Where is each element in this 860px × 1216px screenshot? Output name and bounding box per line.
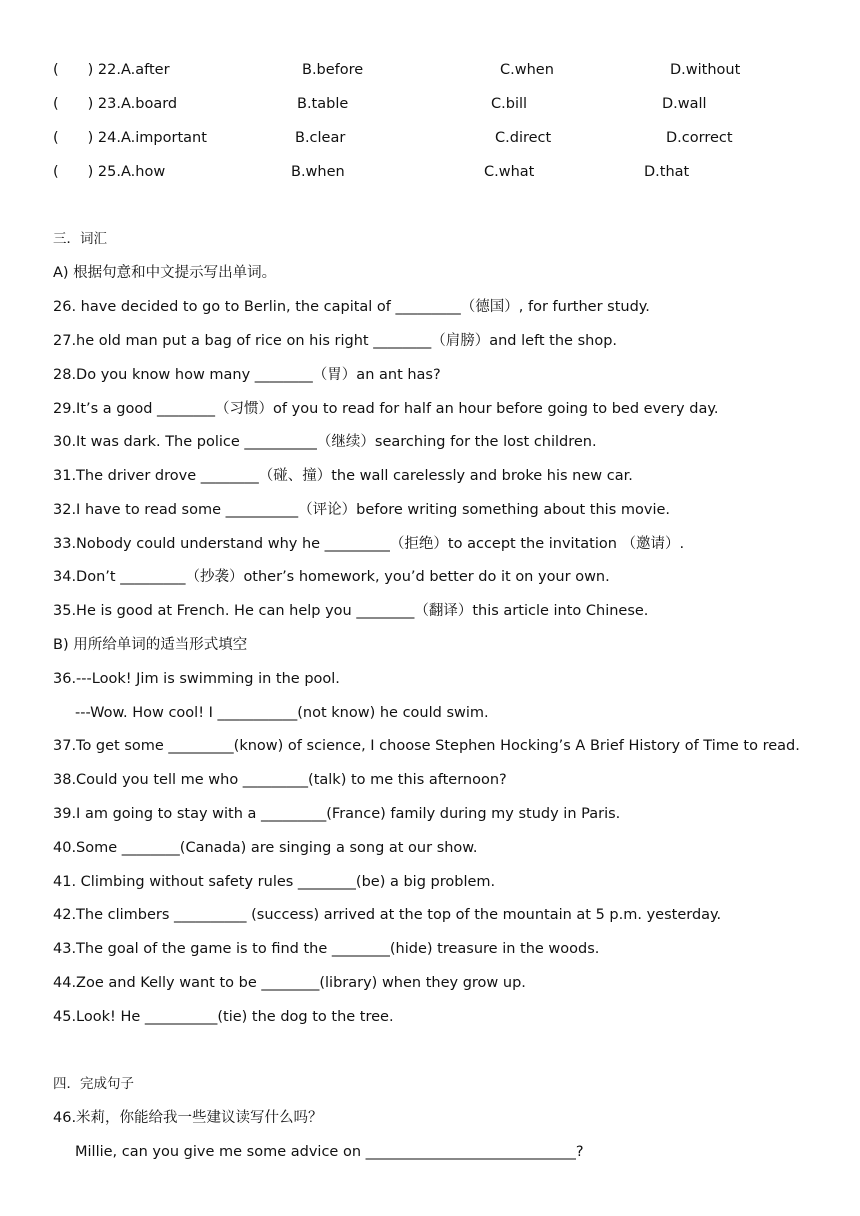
mc-question: ( ) 22.A.after (53, 62, 170, 78)
vocab-item: 30.It was dark. The police __________（继续）searching for the lost children. (53, 434, 597, 450)
fill-item: 41. Climbing without safety rules ________(be) a big problem. (53, 874, 496, 890)
vocab-item: 28.Do you know how many ________（胃）an ant has? (53, 367, 441, 383)
vocab-item: 26. have decided to go to Berlin, the capital of _________（德国）, for further study. (53, 299, 650, 315)
fill-item: 40.Some ________(Canada) are singing a song at our show. (53, 840, 478, 856)
mc-option-c: C.when (500, 62, 554, 78)
mc-question: ( ) 23.A.board (53, 96, 178, 112)
fill-item: 43.The goal of the game is to find the ________(hide) treasure in the woods. (53, 941, 600, 957)
fill-item: 45.Look! He __________(tie) the dog to the tree. (53, 1009, 394, 1025)
vocab-item: 27.he old man put a bag of rice on his right ________（肩膀）and left the shop. (53, 333, 618, 349)
section-title: 四．完成句子 (53, 1076, 134, 1092)
mc-option-c: C.what (484, 164, 535, 180)
sentence-item-answer: Millie, can you give me some advice on _____________________________? (75, 1144, 584, 1160)
fill-item-reply: ---Wow. How cool! I ___________(not know) he could swim. (75, 705, 489, 721)
vocab-item: 34.Don’t _________（抄袭）other’s homework, you’d better do it on your own. (53, 569, 610, 585)
mc-option-b: B.table (297, 96, 349, 112)
fill-item: 42.The climbers __________ (success) arrived at the top of the mountain at 5 p.m. yesterday. (53, 907, 722, 923)
vocab-item: 29.It’s a good ________（习惯）of you to read for half an hour before going to bed every day. (53, 401, 719, 417)
mc-option-c: C.direct (495, 130, 552, 146)
part-a-heading: A) 根据句意和中文提示写出单词。 (53, 265, 277, 281)
mc-option-b: B.clear (295, 130, 346, 146)
mc-option-b: B.before (302, 62, 364, 78)
fill-item: 44.Zoe and Kelly want to be ________(library) when they grow up. (53, 975, 526, 991)
mc-option-c: C.bill (491, 96, 528, 112)
mc-option-b: B.when (291, 164, 345, 180)
fill-item: 36.---Look! Jim is swimming in the pool. (53, 671, 340, 687)
vocab-item: 35.He is good at French. He can help you ________（翻译）this article into Chinese. (53, 603, 649, 619)
vocab-item: 33.Nobody could understand why he _________（拒绝）to accept the invitation （邀请）. (53, 536, 685, 552)
mc-option-d: D.correct (666, 130, 733, 146)
mc-question: ( ) 24.A.important (53, 130, 207, 146)
part-b-heading: B) 用所给单词的适当形式填空 (53, 637, 248, 653)
mc-option-d: D.wall (662, 96, 707, 112)
mc-question: ( ) 25.A.how (53, 164, 166, 180)
mc-option-d: D.that (644, 164, 690, 180)
vocab-item: 31.The driver drove ________（碰、撞）the wall carelessly and broke his new car. (53, 468, 633, 484)
mc-option-d: D.without (670, 62, 741, 78)
sentence-item: 46.米莉，你能给我一些建议读写什么吗？ (53, 1110, 323, 1126)
section-title: 三．词汇 (53, 231, 107, 247)
vocab-item: 32.I have to read some __________（评论）before writing something about this movie. (53, 502, 671, 518)
fill-item: 39.I am going to stay with a _________(France) family during my study in Paris. (53, 806, 621, 822)
fill-item: 37.To get some _________(know) of science, I choose Stephen Hocking’s A Brief History of Time to read. (53, 738, 800, 754)
fill-item: 38.Could you tell me who _________(talk) to me this afternoon? (53, 772, 507, 788)
